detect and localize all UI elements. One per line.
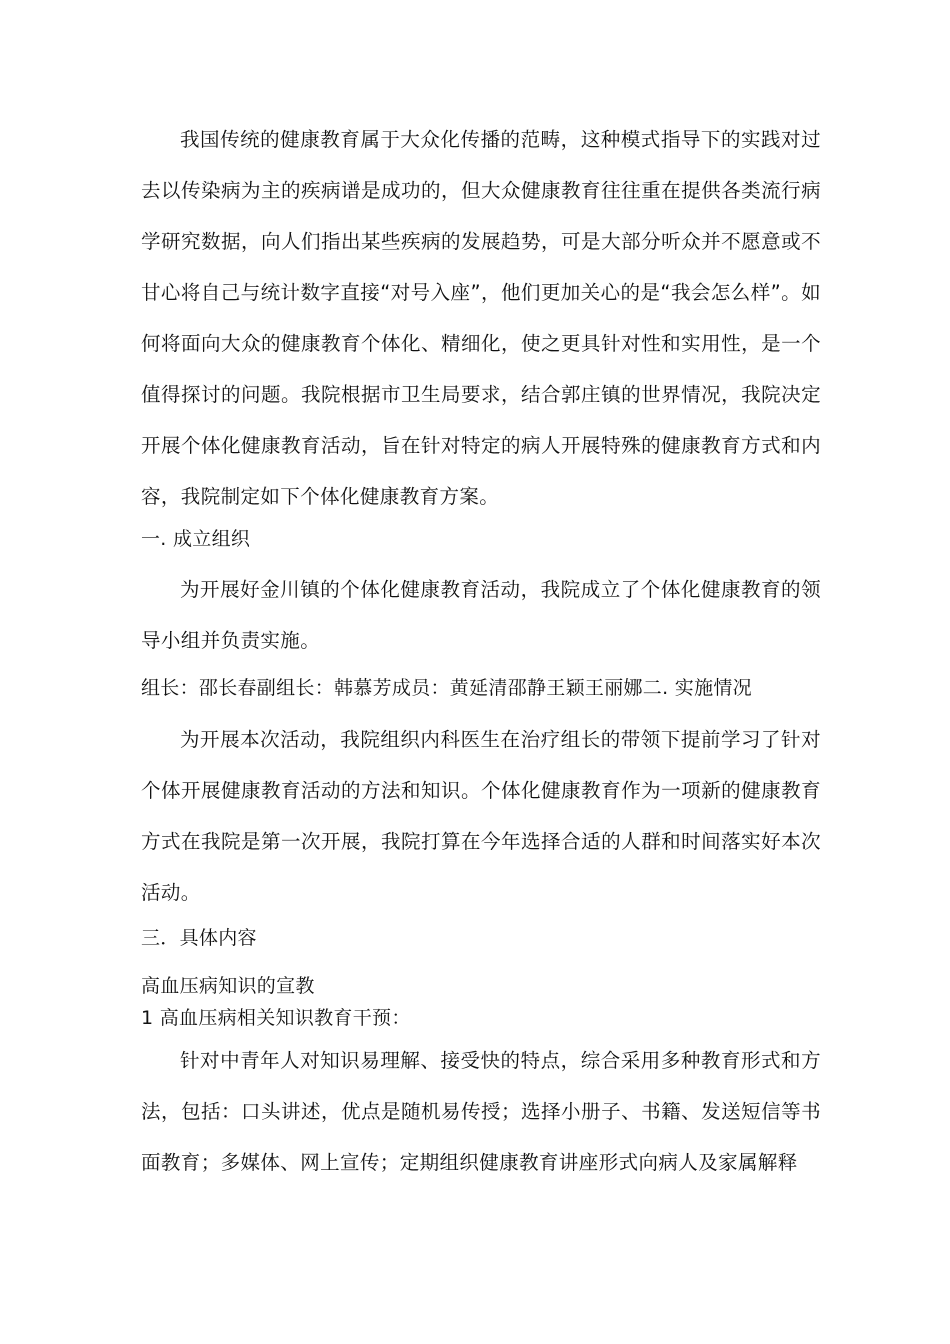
section-heading-organization: 一. 成立组织 [141,528,251,550]
methods-paragraph: 针对中青年人对知识易理解、接受快的特点，综合采用多种教育形式和方法，包括：口头讲述，优点是随机易传授；选择小册子、书籍、发送短信等书面教育；多媒体、网上宣传；定期组织健康教育讲座形式向病人及家属解释 [141,1049,821,1174]
subheading-hypertension: 高血压病知识的宣教 [141,975,315,997]
intro-paragraph: 我国传统的健康教育属于大众化传播的范畴，这种模式指导下的实践对过去以传染病为主的疾病谱是成功的，但大众健康教育往往重在提供各类流行病学研究数据，向人们指出某些疾病的发展趋势，可是大部分听众并不愿意或不甘心将自己与统计数字直接“对号入座”，他们更加关心的是“我会怎么样”。如何将面向大众的健康教育个体化、精细化，使之更具针对性和实用性，是一个值得探讨的问题。我院根据市卫生局要求，结合郭庄镇的世界情况，我院决定开展个体化健康教育活动，旨在针对特定的病人开展特殊的健康教育方式和内容，我院制定如下个体化健康教育方案。 [141,128,821,508]
members-line: 组长：邵长春副组长：韩慕芳成员：黄延清邵静王颖王丽娜二. 实施情况 [141,677,752,699]
organization-paragraph: 为开展好金川镇的个体化健康教育活动，我院成立了个体化健康教育的领导小组并负责实施。 [141,578,821,652]
section-heading-content: 三．具体内容 [141,927,257,949]
subheading-intervention: 1 高血压病相关知识教育干预： [141,1007,411,1029]
implementation-paragraph: 为开展本次活动，我院组织内科医生在治疗组长的带领下提前学习了针对个体开展健康教育活动的方法和知识。个体化健康教育作为一项新的健康教育方式在我院是第一次开展，我院打算在今年选择合适的人群和时间落实好本次活动。 [141,728,821,904]
